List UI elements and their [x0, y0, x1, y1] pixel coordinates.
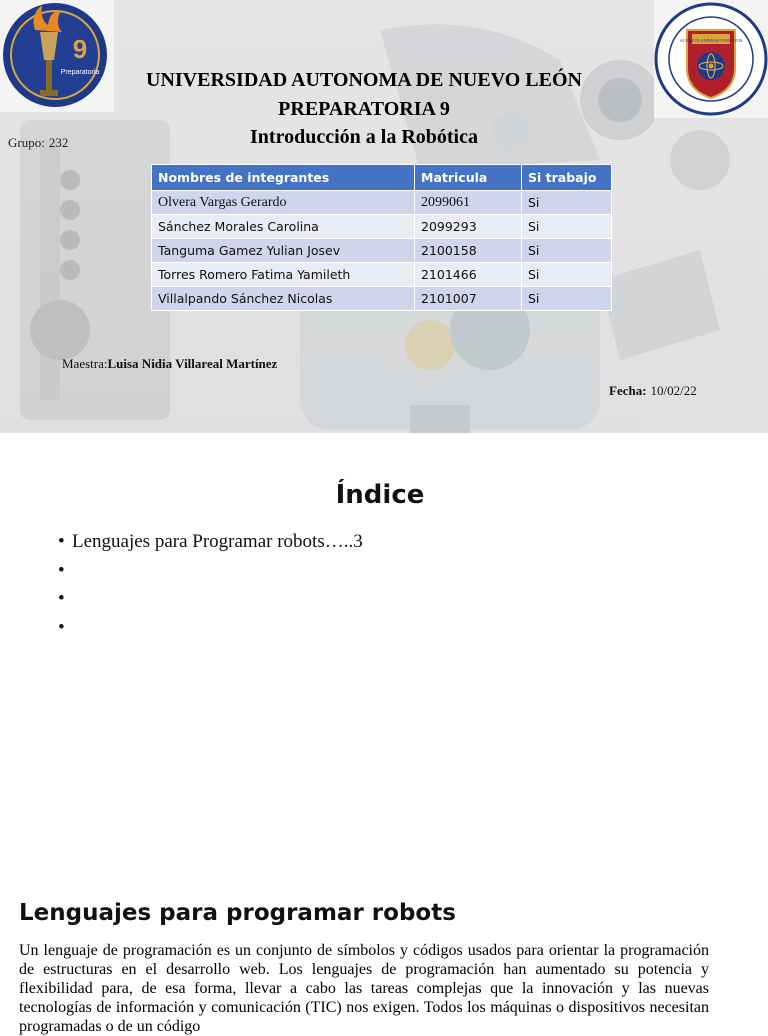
section-title: Lenguajes para programar robots	[19, 900, 456, 926]
university-name: UNIVERSIDAD AUTONOMA DE NUEVO LEÓN	[146, 69, 582, 91]
fecha-value: 10/02/22	[650, 383, 697, 398]
member-name: Torres Romero Fatima Yamileth	[152, 263, 415, 287]
list-item	[58, 528, 363, 557]
table-header-matricula: Matricula	[415, 165, 522, 191]
title-block	[100, 66, 628, 150]
members-table	[151, 164, 612, 311]
member-trabajo: Si	[522, 263, 612, 287]
logo-left-number: 9	[72, 34, 88, 64]
grupo-label: Grupo:	[8, 135, 45, 150]
grupo-value: 232	[48, 135, 69, 150]
member-name: Sánchez Morales Carolina	[152, 215, 415, 239]
table-row	[152, 239, 612, 263]
maestra-label: Maestra:	[62, 356, 108, 371]
member-matricula: 2099061	[415, 191, 522, 215]
bullet-icon: •	[58, 616, 65, 638]
member-name: Villalpando Sánchez Nicolas	[152, 287, 415, 311]
member-matricula: 2100158	[415, 239, 522, 263]
member-name: Tanguma Gamez Yulian Josev	[152, 239, 415, 263]
member-trabajo: Si	[522, 287, 612, 311]
group-label	[8, 135, 68, 151]
bullet-icon: •	[58, 559, 65, 581]
index-slide	[0, 433, 768, 873]
table-row	[152, 263, 612, 287]
table-header-row	[152, 165, 612, 191]
member-name: Olvera Vargas Gerardo	[152, 191, 415, 215]
uanl-crest-logo	[654, 0, 768, 118]
teacher-line	[62, 356, 277, 372]
bullet-icon: •	[58, 588, 65, 609]
bullet-icon: •	[58, 531, 65, 552]
cover-slide	[0, 0, 768, 433]
maestra-name: Luisa Nidia Villareal Martínez	[107, 356, 278, 371]
index-title: Índice	[335, 480, 425, 510]
member-trabajo: Si	[522, 215, 612, 239]
preparatoria-9-logo	[0, 0, 114, 112]
table-row	[152, 215, 612, 239]
uanl-motto: ALERE FLAMMAM VERITATIS	[679, 38, 743, 43]
section-body: Un lenguaje de programación es un conjunto de símbolos y códigos usados para orientar la programación de estructuras en el desarrollo web. Los lenguajes de programación han aumentado su potencia y flexibilidad para, de esa forma, llevar a cabo las tareas complejas que la innovación y las nuevas tecnologías de información y comunicación (TIC) nos exigen. Todos los máquinas o dispositivos necesitan programadas o de un código	[19, 942, 709, 1035]
list-item	[58, 585, 363, 614]
fecha-label: Fecha:	[609, 383, 647, 398]
member-trabajo: Si	[522, 191, 612, 215]
list-item	[58, 614, 363, 643]
index-item-text[interactable]: Lenguajes para Programar robots…..3	[72, 531, 363, 552]
index-list	[58, 528, 363, 642]
date-line	[609, 383, 697, 399]
member-trabajo: Si	[522, 239, 612, 263]
content-slide	[0, 873, 768, 1035]
logo-left-caption: Preparatoria	[60, 69, 100, 76]
school-name: PREPARATORIA 9	[278, 98, 450, 120]
list-item	[58, 557, 363, 586]
member-matricula: 2099293	[415, 215, 522, 239]
member-matricula: 2101466	[415, 263, 522, 287]
course-subtitle: Introducción a la Robótica	[250, 126, 478, 148]
table-header-name: Nombres de integrantes	[152, 165, 415, 191]
member-matricula: 2101007	[415, 287, 522, 311]
table-row	[152, 191, 612, 215]
table-row	[152, 287, 612, 311]
table-header-trabajo: Si trabajo	[522, 165, 612, 191]
